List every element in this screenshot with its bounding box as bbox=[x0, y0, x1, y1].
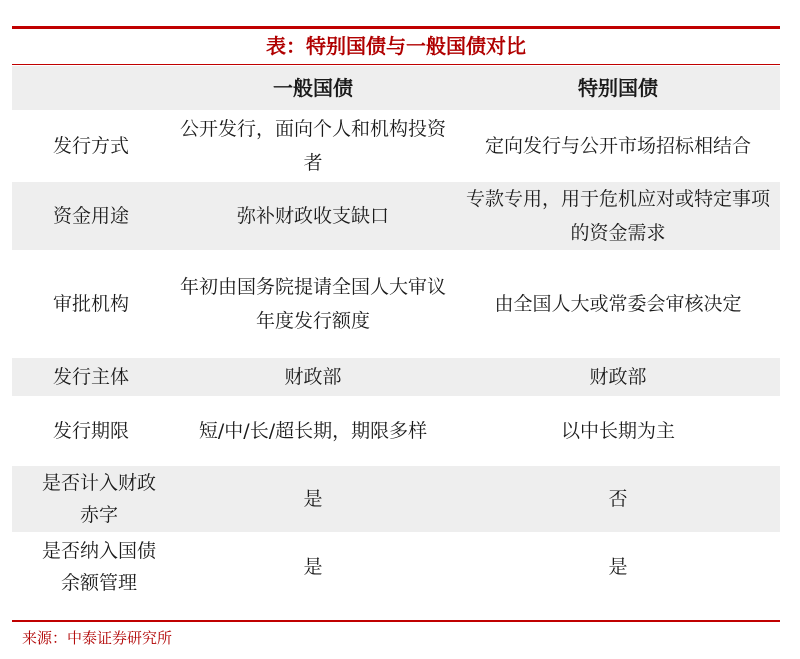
header-cell-general: 一般国债 bbox=[170, 66, 456, 112]
general-cell: 短/中/长/超长期，期限多样 bbox=[170, 398, 456, 466]
source-note: 来源：中泰证券研究所 bbox=[22, 629, 173, 647]
general-cell: 公开发行，面向个人和机构投资者 bbox=[170, 112, 456, 182]
row-label: 是否纳入国债余额管理 bbox=[12, 534, 170, 602]
special-cell: 专款专用，用于危机应对或特定事项的资金需求 bbox=[456, 182, 780, 252]
row-label: 是否计入财政赤字 bbox=[12, 466, 170, 534]
table-title: 表：特别国债与一般国债对比 bbox=[266, 34, 526, 58]
table-row bbox=[12, 112, 780, 182]
header-row bbox=[12, 66, 780, 112]
table-row bbox=[12, 252, 780, 358]
special-cell: 定向发行与公开市场招标相结合 bbox=[456, 112, 780, 182]
table-row bbox=[12, 358, 780, 398]
header-cell-empty bbox=[12, 66, 170, 112]
table-row bbox=[12, 466, 780, 534]
row-label: 审批机构 bbox=[12, 252, 170, 358]
general-cell: 是 bbox=[170, 466, 456, 534]
special-cell: 由全国人大或常委会审核决定 bbox=[456, 252, 780, 358]
bottom-rule bbox=[12, 620, 780, 622]
general-cell: 弥补财政收支缺口 bbox=[170, 182, 456, 252]
general-cell: 财政部 bbox=[170, 358, 456, 398]
special-cell: 是 bbox=[456, 534, 780, 602]
table-row bbox=[12, 182, 780, 252]
header-cell-special: 特别国债 bbox=[456, 66, 780, 112]
row-label: 发行期限 bbox=[12, 398, 170, 466]
table-row bbox=[12, 534, 780, 602]
row-label: 发行主体 bbox=[12, 358, 170, 398]
row-label: 资金用途 bbox=[12, 182, 170, 252]
title-rule bbox=[12, 64, 780, 65]
general-cell: 是 bbox=[170, 534, 456, 602]
row-label: 发行方式 bbox=[12, 112, 170, 182]
comparison-table bbox=[12, 66, 780, 602]
table-row bbox=[12, 398, 780, 466]
general-cell: 年初由国务院提请全国人大审议年度发行额度 bbox=[170, 252, 456, 358]
special-cell: 否 bbox=[456, 466, 780, 534]
special-cell: 以中长期为主 bbox=[456, 398, 780, 466]
special-cell: 财政部 bbox=[456, 358, 780, 398]
